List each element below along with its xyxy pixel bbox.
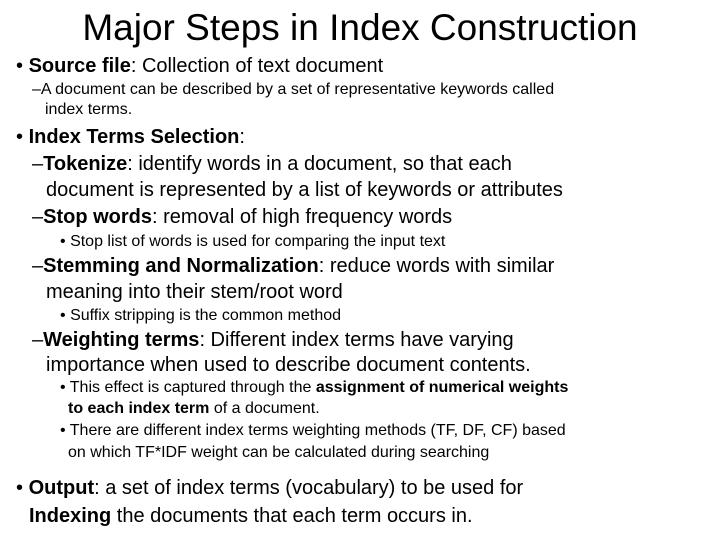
stemming-note xyxy=(60,305,341,326)
weighting-label: Weighting terms xyxy=(43,329,200,351)
bullet-output xyxy=(16,476,523,500)
tokenize-label: Tokenize xyxy=(43,153,128,175)
weighting-note2-text1: There are different index terms weighting methods (TF, DF, CF) based xyxy=(69,422,566,439)
bullet-icon: • xyxy=(16,477,24,499)
weighting-note2-line1 xyxy=(60,420,566,441)
dash-icon: – xyxy=(32,81,41,98)
stemming-label: Stemming and Normalization xyxy=(43,255,319,277)
stop-words-line1 xyxy=(32,205,452,230)
weighting-note1-pre: This effect is captured through the xyxy=(69,379,316,396)
source-sub-line1 xyxy=(32,80,554,100)
index-terms-selection-colon: : xyxy=(239,126,245,148)
output-text1: : a set of index terms (vocabulary) to be used for xyxy=(94,477,524,499)
source-file-label: Source file xyxy=(28,55,131,77)
stemming-line1 xyxy=(32,254,554,279)
slide-title: Major Steps in Index Construction xyxy=(82,7,638,48)
source-sub-line2: index terms. xyxy=(45,101,133,118)
stop-words-note xyxy=(60,231,445,252)
output-text2: the documents that each term occurs in. xyxy=(111,505,473,527)
stemming-line2: meaning into their stem/root word xyxy=(46,281,343,303)
bullet-source-file xyxy=(16,54,383,78)
stemming-text1: : reduce words with similar xyxy=(318,255,555,277)
bullet-icon: • xyxy=(60,307,66,324)
stop-words-text1: : removal of high frequency words xyxy=(152,206,453,228)
bullet-icon: • xyxy=(60,379,66,396)
bullet-icon: • xyxy=(60,233,66,250)
weighting-line1 xyxy=(32,328,514,353)
dash-icon: – xyxy=(32,255,44,277)
weighting-note1-bold2: to each index term xyxy=(68,400,210,417)
weighting-note1-bold1: assignment of numerical weights xyxy=(315,379,569,396)
dash-icon: – xyxy=(32,206,44,228)
bullet-index-terms-selection xyxy=(16,125,245,149)
bullet-icon: • xyxy=(60,422,66,439)
output-line2 xyxy=(29,504,473,528)
weighting-line2: importance when used to describe document contents. xyxy=(46,354,531,376)
output-label: Output xyxy=(28,477,95,499)
stemming-note-text: Suffix stripping is the common method xyxy=(70,307,342,324)
output-indexing-label: Indexing xyxy=(29,505,112,527)
dash-icon: – xyxy=(32,329,44,351)
weighting-text1: : Different index terms have varying xyxy=(199,329,514,351)
source-file-text: : Collection of text document xyxy=(130,55,384,77)
source-sub-text1: A document can be described by a set of representative keywords called xyxy=(40,81,555,98)
stop-words-label: Stop words xyxy=(43,206,153,228)
tokenize-text1: : identify words in a document, so that each xyxy=(127,153,512,175)
bullet-icon: • xyxy=(16,55,24,77)
bullet-icon: • xyxy=(16,126,24,148)
tokenize-line1 xyxy=(32,152,512,177)
weighting-note1-line1 xyxy=(60,377,568,398)
index-terms-selection-label: Index Terms Selection xyxy=(28,126,240,148)
stop-words-note-text: Stop list of words is used for comparing the input text xyxy=(70,233,446,250)
weighting-note1-line2 xyxy=(68,398,320,419)
weighting-note1-post: of a document. xyxy=(209,400,320,417)
weighting-note2-line2: on which TF*IDF weight can be calculated during searching xyxy=(68,444,490,461)
dash-icon: – xyxy=(32,153,44,175)
tokenize-line2: document is represented by a list of keywords or attributes xyxy=(46,179,563,201)
